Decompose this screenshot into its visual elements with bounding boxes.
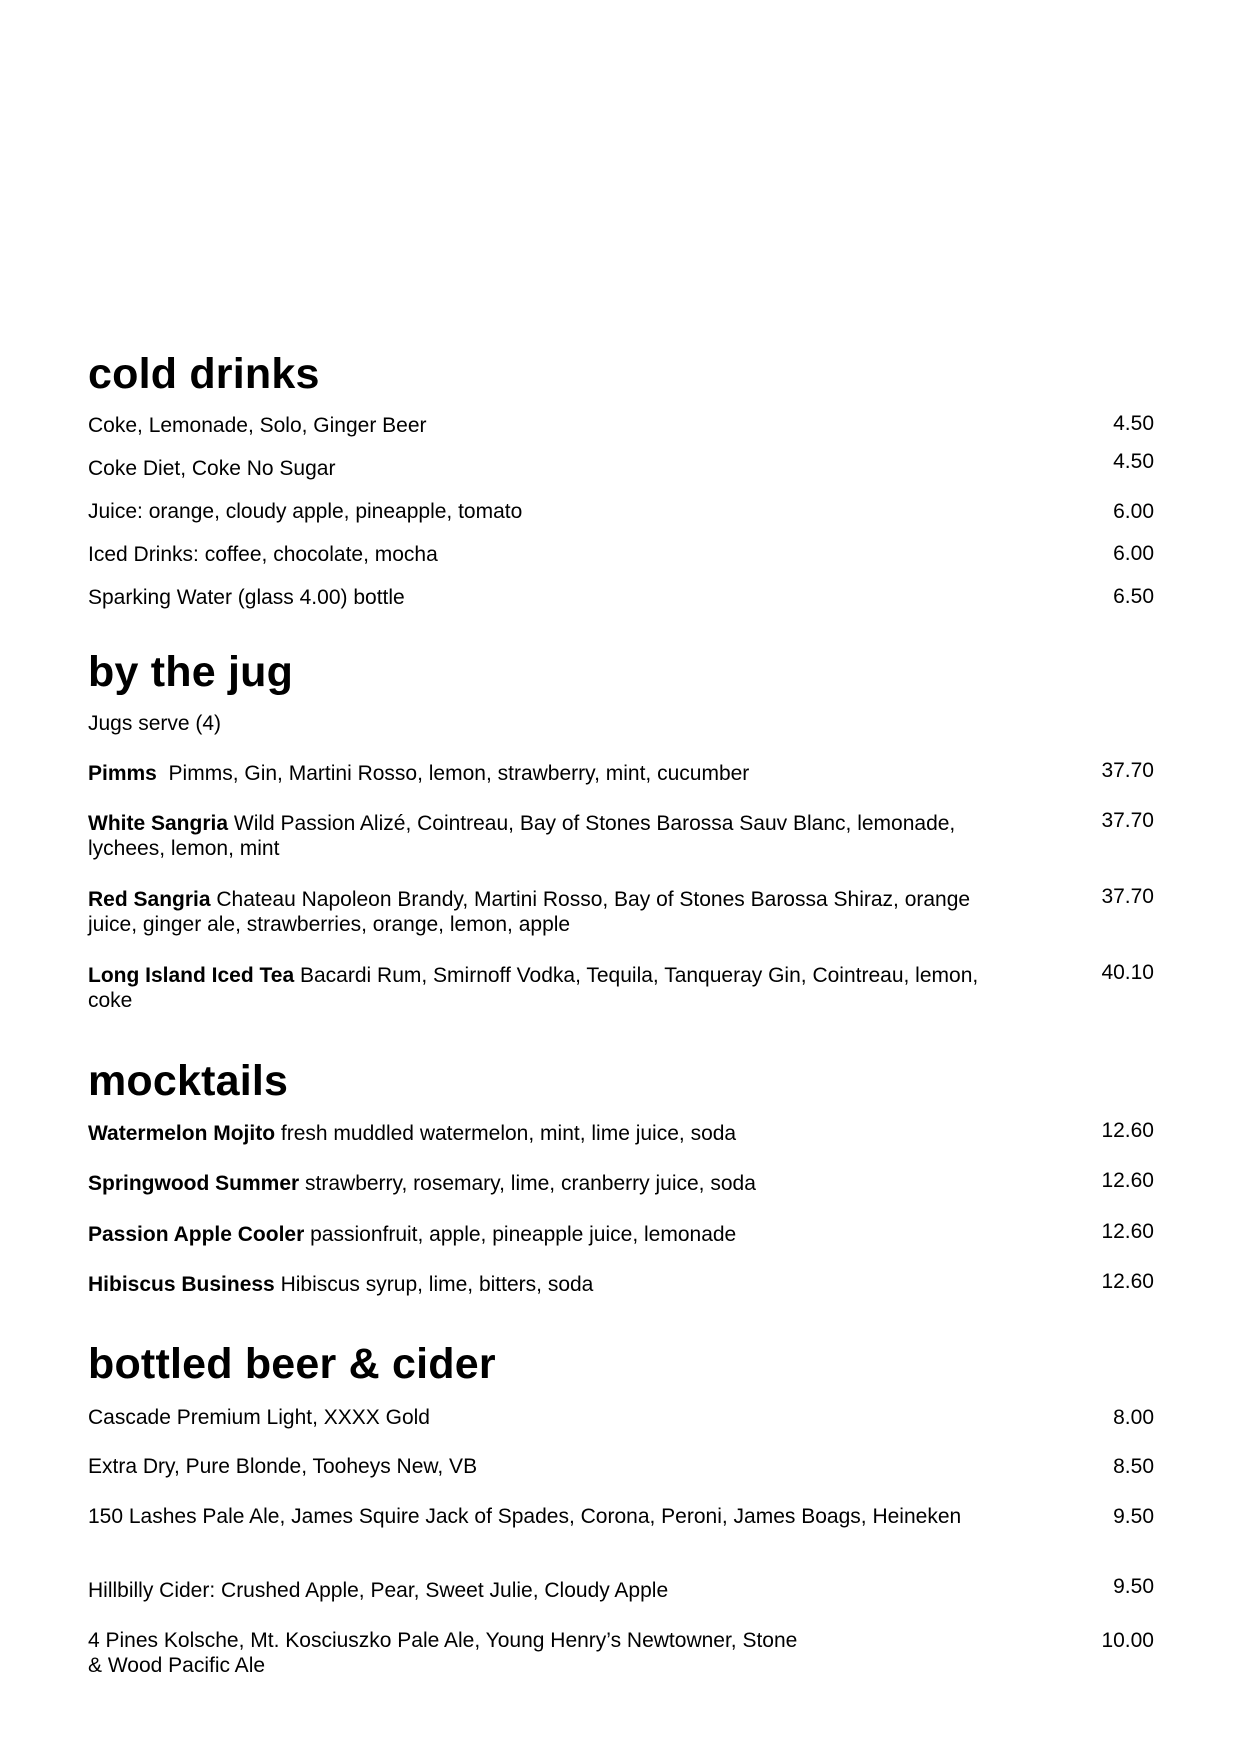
item-description: Hillbilly Cider: Crushed Apple, Pear, Sweet Julie, Cloudy Apple [88,1579,669,1602]
item-name: Watermelon Mojito [88,1122,276,1145]
item-description: Chateau Napoleon Brandy, Martini Rosso, Bay of Stones Barossa Shiraz, orange juice, ginger ale, strawberries, orange, lemon, apple [88,888,971,936]
menu-item [88,761,1154,786]
jug-serving-note: Jugs serve (4) [88,712,222,735]
item-text [88,761,988,786]
menu-item [88,450,1154,481]
item-description: Iced Drinks: coffee, chocolate, mocha [88,543,438,566]
item-price: 12.60 [1101,1169,1154,1192]
item-name: White Sangria [88,812,229,835]
item-description: 4 Pines Kolsche, Mt. Kosciuszko Pale Ale, Young Henry’s Newtowner, Stone & Wood Pacific Ale [88,1629,798,1677]
item-description: Coke Diet, Coke No Sugar [88,457,336,480]
item-description: Hibiscus syrup, lime, bitters, soda [280,1273,594,1296]
item-description: Pimms, Gin, Martini Rosso, lemon, strawberry, mint, cucumber [168,762,750,785]
item-price: 9.50 [1113,1505,1154,1528]
menu-item [88,585,1154,610]
item-price: 6.00 [1113,542,1154,565]
item-name: Pimms [88,762,157,785]
item-text [88,963,988,1013]
item-description: Bacardi Rum, Smirnoff Vodka, Tequila, Tanqueray Gin, Cointreau, lemon, coke [88,964,979,1012]
item-price: 9.50 [1113,1575,1154,1598]
item-price: 4.50 [1113,412,1154,435]
item-price: 12.60 [1101,1119,1154,1142]
menu-item [88,887,1154,937]
item-text [88,1171,988,1196]
item-name: Passion Apple Cooler [88,1223,305,1246]
item-price: 40.10 [1101,961,1154,984]
section-heading-mocktails: mocktails [88,1057,289,1105]
item-price: 37.70 [1101,885,1154,908]
item-price: 12.60 [1101,1270,1154,1293]
item-text [88,811,988,861]
menu-item [88,1454,1154,1479]
item-price: 12.60 [1101,1220,1154,1243]
menu-item [88,1405,1154,1430]
menu-item [88,1272,1154,1297]
section-heading-bottled-beer-cider: bottled beer & cider [88,1340,496,1388]
item-text [88,1222,988,1247]
item-price: 8.00 [1113,1406,1154,1429]
item-text [88,1121,988,1146]
menu-item [88,1628,1154,1678]
item-name: Hibiscus Business [88,1273,275,1296]
item-description: Coke, Lemonade, Solo, Ginger Beer [88,414,427,437]
item-price: 10.00 [1101,1629,1154,1652]
item-price: 8.50 [1113,1455,1154,1478]
menu-item [88,542,1154,567]
item-description: passionfruit, apple, pineapple juice, lemonade [310,1223,737,1246]
item-price: 4.50 [1113,450,1154,473]
item-name: Red Sangria [88,888,211,911]
item-description: 150 Lashes Pale Ale, James Squire Jack of Spades, Corona, Peroni, James Boags, Heineken [88,1505,962,1528]
item-price: 6.00 [1113,500,1154,523]
menu-item [88,1575,1154,1603]
item-description: Juice: orange, cloudy apple, pineapple, tomato [88,500,523,523]
menu-item [88,413,1154,438]
item-text [88,1272,988,1297]
menu-item [88,1121,1154,1146]
menu-item [88,499,1154,524]
menu-item [88,811,1154,861]
item-description: fresh muddled watermelon, mint, lime juice, soda [280,1122,737,1145]
item-description: Extra Dry, Pure Blonde, Tooheys New, VB [88,1455,478,1478]
item-description: Cascade Premium Light, XXXX Gold [88,1406,430,1429]
menu-item [88,1222,1154,1247]
item-price: 6.50 [1113,585,1154,608]
item-price: 37.70 [1101,759,1154,782]
item-description: Sparking Water (glass 4.00) bottle [88,586,405,609]
item-text [88,887,988,937]
item-description: strawberry, rosemary, lime, cranberry juice, soda [305,1172,756,1195]
menu-item [88,963,1154,1013]
item-name: Springwood Summer [88,1172,300,1195]
menu-item [88,1504,1154,1529]
item-price: 37.70 [1101,809,1154,832]
item-description: Wild Passion Alizé, Cointreau, Bay of Stones Barossa Sauv Blanc, lemonade, lychees, lemon, mint [88,812,956,860]
section-heading-by-the-jug: by the jug [88,648,294,696]
menu-item [88,1171,1154,1196]
section-heading-cold-drinks: cold drinks [88,350,320,398]
item-name: Long Island Iced Tea [88,964,295,987]
